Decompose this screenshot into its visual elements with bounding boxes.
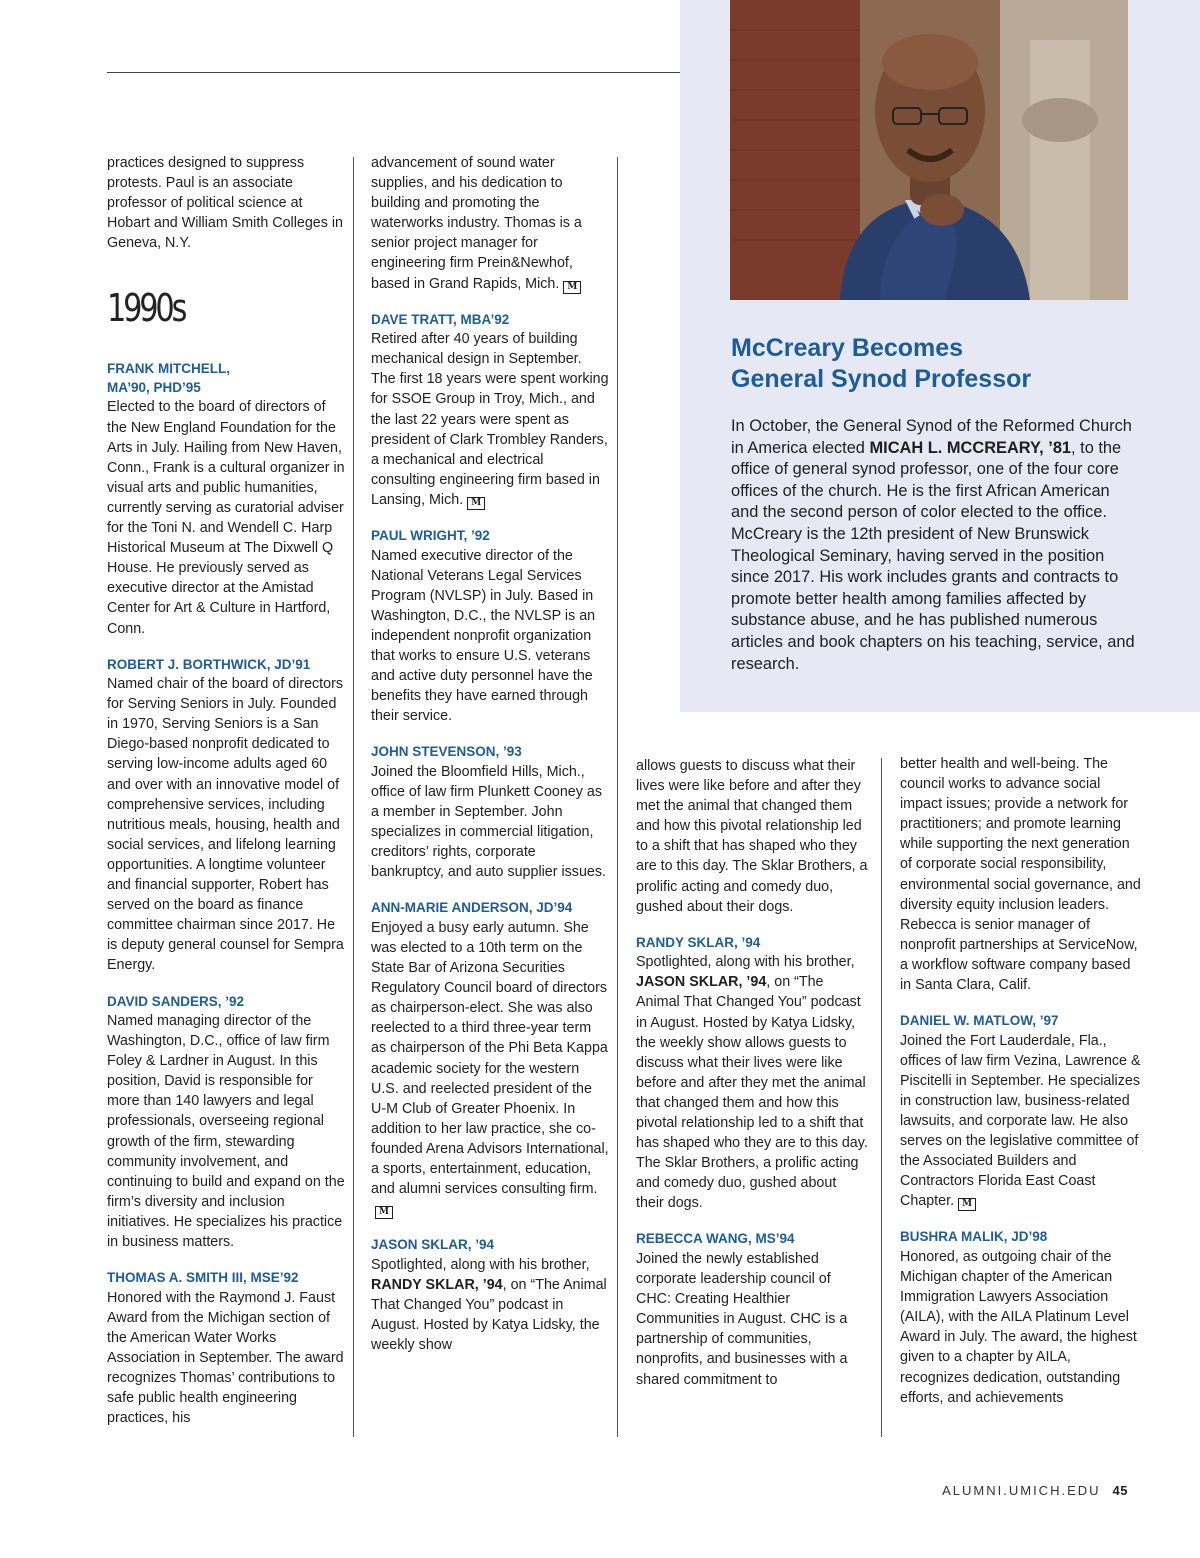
paul-wright-note: Named executive director of the National Veterans Legal Services Program (NVLSP) in July. Based in Washington, D.C., the NVLSP is an independent nonprofit organization that works to ensure U.S. veterans and active duty personnel have the benefits they have earned through their service. — [371, 547, 596, 725]
sidebar-body-name: MICAH L. MCCREARY, ’81 — [869, 438, 1072, 457]
col1-intro: practices designed to suppress protests. Paul is an associate professor of political science at Hobart and William Smith Colleges in Geneva, N.Y. — [107, 155, 343, 252]
dave-tratt-text: Retired after 40 years of building mechanical design in September. The first 18 years were spent working for SSOE Group in Troy, Mich., and the last 22 years were spent as president of Clark Trombley Randers, a mechanical and electrical consulting engineering firm based in Lansing, Mich. — [371, 331, 609, 508]
john-stevenson-note: Joined the Bloomfield Hills, Mich., office of law firm Plunkett Cooney as a member in September. John specializes in commercial litigation, creditors’ rights, corporate bankruptcy, and auto supplier issues. — [371, 763, 606, 881]
randy-text-name: JASON SKLAR, ’94 — [636, 974, 767, 991]
jason-sklar-note — [371, 1255, 609, 1355]
bushra-malik-name: BUSHRA MALIK, JD’98 — [900, 1229, 1048, 1245]
block-m-logo-icon: M — [375, 1206, 393, 1219]
column-divider — [353, 157, 354, 1437]
ann-marie-anderson-note — [371, 918, 609, 1219]
sidebar-title — [731, 333, 1161, 395]
jason-sklar-name: JASON SKLAR, ’94 — [371, 1237, 495, 1253]
randy-text-2: , on “The Animal That Changed You” podcast in August. Hosted by Katya Lidsky, the weekly show allows guests to discuss what their lives were like before and after they met the animal that changed them and how this pivotal relationship led to a shift that has shaped who they are to this day. The Sklar Brothers, a prolific acting and comedy duo, gushed about their dogs. — [636, 974, 868, 1212]
column-2 — [371, 153, 609, 1355]
jason-text-name: RANDY SKLAR, ’94 — [371, 1276, 503, 1293]
sidebar-title-line1: McCreary Becomes — [731, 334, 964, 362]
john-stevenson-name: JOHN STEVENSON, ’93 — [371, 744, 522, 760]
block-m-logo-icon: M — [958, 1198, 976, 1211]
david-sanders-name: DAVID SANDERS, ’92 — [107, 993, 245, 1009]
portrait-photo — [730, 0, 1128, 300]
robert-borthwick-note: Named chair of the board of directors for Serving Seniors in July. Founded in 1970, Serving Seniors is a San Diego-based nonprofit dedicated to serving low-income adults aged 60 and over with an innovative model of comprehensive services, including nutritious meals, housing, health and social services, and lifelong learning opportunities. A longtime volunteer and financial supporter, Robert has served on the board as finance committee chairman since 2017. He is deputy general counsel for Sempra Energy. — [107, 676, 344, 974]
col4-intro: better health and well-being. The council works to advance social impact issues; provide a network for practitioners; and promote learning while supporting the next generation of corporate social responsibility, environmental social governance, and diversity equity inclusion leaders. Rebecca is senior manager of nonprofit partnerships at ServiceNow, a workflow software company based in Santa Clara, Calif. — [900, 756, 1141, 994]
frank-name-line2: MA’90, PHD’95 — [107, 379, 201, 395]
frank-mitchell-note: Elected to the board of directors of the New England Foundation for the Arts in July. Hailing from New Haven, Conn., Frank is a cultural organizer in visual arts and public humanities, currently serving as curatorial adviser for the Toni N. and Wendell C. Harp Historical Museum at The Dixwell Q House. He previously served as executive director at the Amistad Center for Art & Culture in Hartford, Conn. — [107, 399, 345, 637]
top-rule — [107, 72, 680, 73]
column-divider — [881, 758, 882, 1437]
dave-tratt-note — [371, 329, 609, 510]
column-1 — [107, 153, 345, 1428]
daniel-matlow-name: DANIEL W. MATLOW, ’97 — [900, 1013, 1059, 1029]
col2-intro — [371, 153, 609, 294]
dave-tratt-name: DAVE TRATT, MBA’92 — [371, 311, 510, 327]
frank-name-line1: FRANK MITCHELL, — [107, 361, 230, 377]
col3-intro: allows guests to discuss what their lives were like before and after they met the animal that changed them and how this pivotal relationship led to a shift that has shaped who they are to this day. The Sklar Brothers, a prolific acting and comedy duo, gushed about their dogs. — [636, 758, 868, 915]
jason-text-2: , on “The Animal That Changed You” podcast in August. Hosted by Katya Lidsky, the weekly show — [371, 1276, 607, 1354]
ann-marie-anderson-name: ANN-MARIE ANDERSON, JD’94 — [371, 900, 573, 916]
sidebar-title-line2: General Synod Professor — [731, 365, 1032, 393]
rebecca-wang-note: Joined the newly established corporate leadership council of CHC: Creating Healthier Communities in August. CHC is a partnership of communities, nonprofits, and businesses with a shared commitment to — [636, 1250, 848, 1388]
sidebar-body-text: In October, the General Synod of the Reformed Church in America elected — [731, 417, 1132, 457]
randy-text-1: Spotlighted, along with his brother, — [636, 954, 855, 971]
frank-mitchell-name — [107, 360, 345, 397]
block-m-logo-icon: M — [467, 497, 485, 510]
decade-heading: 1990s — [107, 286, 185, 331]
robert-borthwick-name: ROBERT J. BORTHWICK, JD’91 — [107, 656, 311, 672]
daniel-text: Joined the Fort Lauderdale, Fla., offices of law firm Vezina, Lawrence & Piscitelli in September. He specializes in construction law, business-related lawsuits, and corporate law. He also serves on the legislative committee of the Associated Builders and Contractors Florida East Coast Chapter. — [900, 1032, 1141, 1210]
thomas-smith-note: Honored with the Raymond J. Faust Award from the Michigan section of the American Water Works Association in September. The award recognizes Thomas’ contributions to safe public health engineering practices, his — [107, 1289, 344, 1427]
daniel-matlow-note — [900, 1031, 1142, 1212]
randy-sklar-name: RANDY SKLAR, ’94 — [636, 934, 761, 950]
sidebar-body-text-2: , to the office of general synod professor, one of the four core offices of the church. He is the first African American and the second person of color elected to the office. McCreary is the 12th president of New Brunswick Theological Seminary, having served in the position since 2017. His work includes grants and contracts to promote better health among families affected by substance abuse, and he has published numerous articles and book chapters on his teaching, service, and research. — [731, 438, 1135, 673]
column-divider — [617, 157, 618, 1437]
sidebar-body — [731, 416, 1141, 675]
randy-sklar-note — [636, 952, 868, 1213]
page-number: 45 — [1112, 1483, 1128, 1498]
thomas-smith-name: THOMAS A. SMITH III, MSE’92 — [107, 1270, 299, 1286]
ann-marie-text: Enjoyed a busy early autumn. She was elected to a 10th term on the State Bar of Arizona Securities Regulatory Council board of directors as chairperson-elect. She was also reelected to a third three-year term as chairperson of the Phi Beta Kappa academic society for the western U.S. and reelected president of the U-M Club of Greater Phoenix. In addition to her law practice, she co-founded Arena Advisors International, a sports, entertainment, education, and alumni services consulting firm. — [371, 919, 609, 1198]
page-footer — [942, 1483, 1128, 1498]
jason-text-1: Spotlighted, along with his brother, — [371, 1256, 590, 1273]
bushra-malik-note: Honored, as outgoing chair of the Michigan chapter of the American Immigration Lawyers Association (AILA), with the AILA Platinum Level Award in July. The award, the highest given to a chapter by AILA, recognizes dedication, outstanding efforts, and achievements — [900, 1248, 1137, 1406]
footer-site-url[interactable]: ALUMNI.UMICH.EDU — [942, 1483, 1101, 1498]
column-4 — [900, 754, 1142, 1408]
paul-wright-name: PAUL WRIGHT, ’92 — [371, 528, 490, 543]
david-sanders-note: Named managing director of the Washington, D.C., office of law firm Foley & Lardner in August. In this position, David is responsible for more than 140 lawyers and legal professionals, overseeing regional growth of the firm, stewarding community involvement, and continuing to build and expand on the firm’s diversity and inclusion initiatives. He specializes his practice in business matters. — [107, 1013, 345, 1251]
block-m-logo-icon: M — [563, 281, 581, 294]
col2-intro-text: advancement of sound water supplies, and his dedication to building and promoting the waterworks industry. Thomas is a senior project manager for engineering firm Prein&Newhof, based in Grand Rapids, Mich. — [371, 155, 582, 292]
rebecca-wang-name: REBECCA WANG, MS’94 — [636, 1231, 795, 1247]
column-3 — [636, 756, 868, 1390]
